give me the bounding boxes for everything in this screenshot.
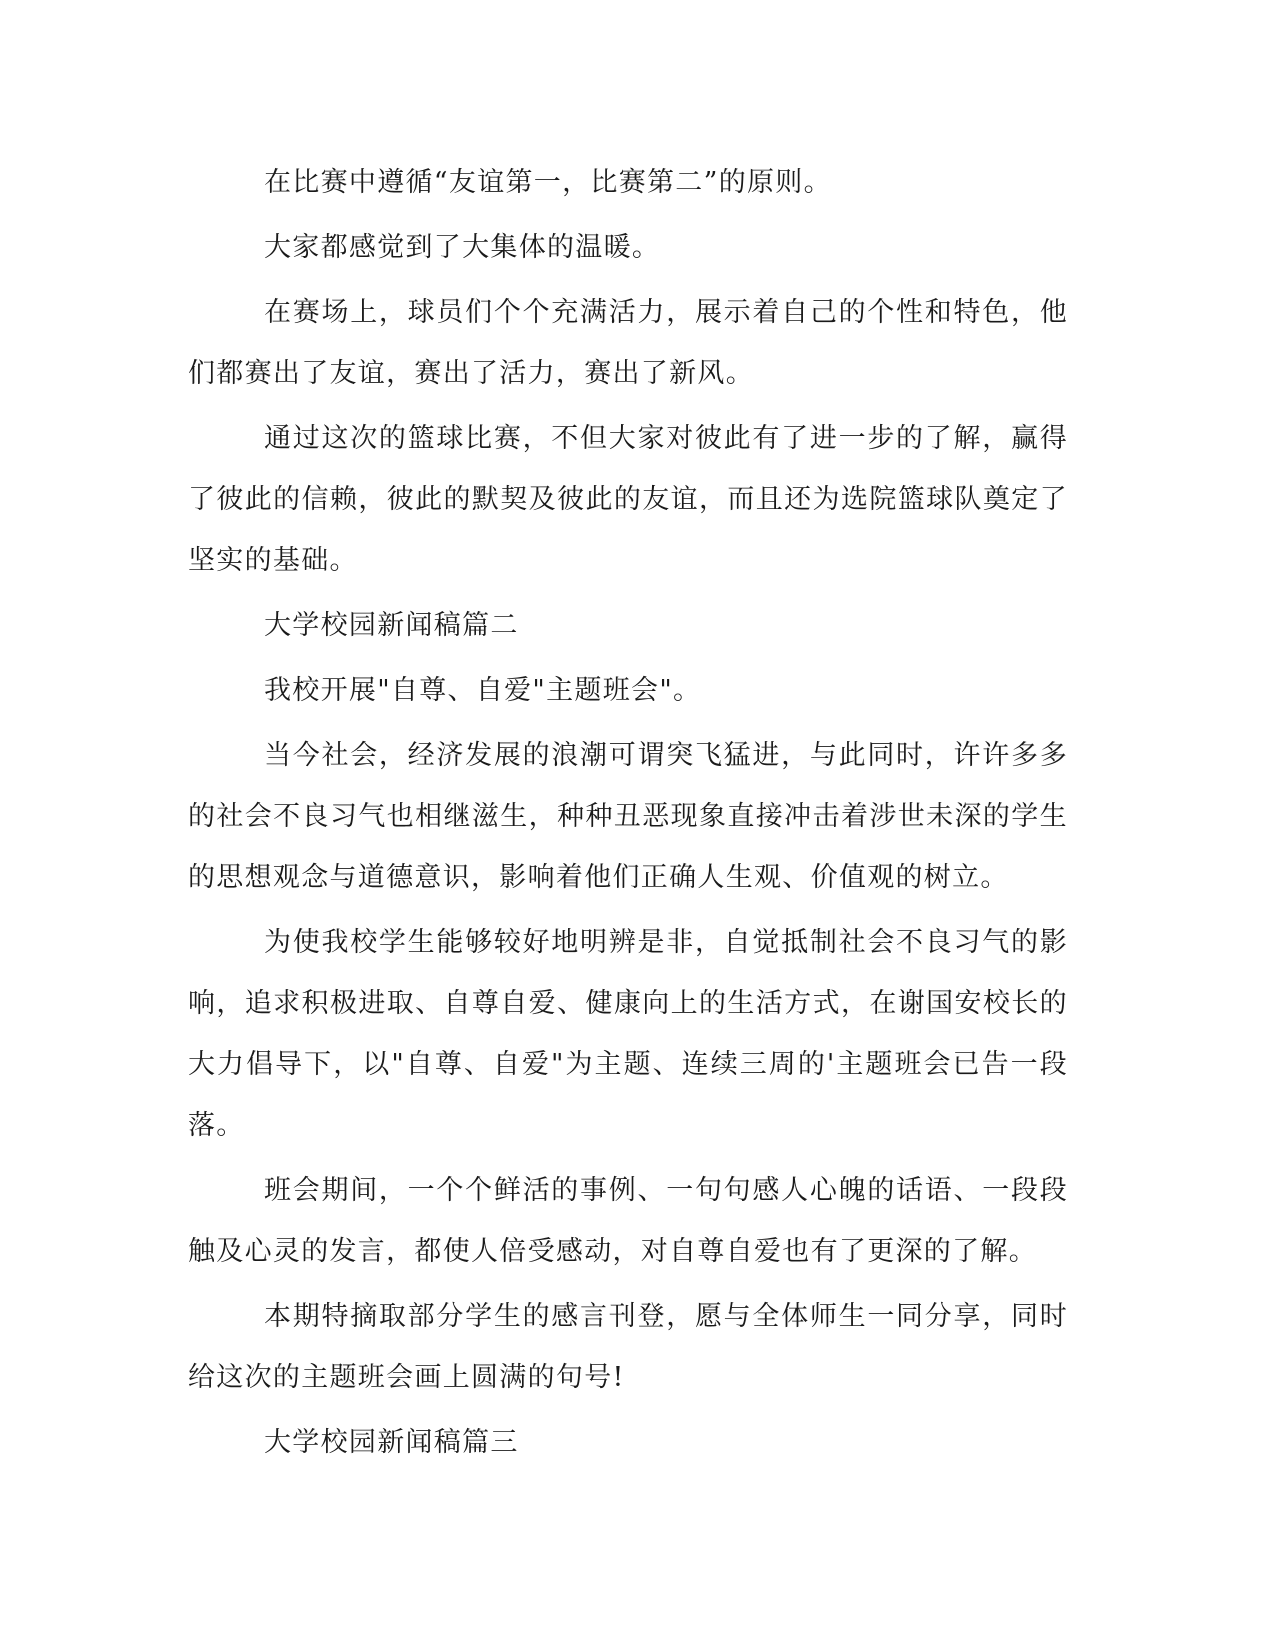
paragraph: 为使我校学生能够较好地明辨是非，自觉抵制社会不良习气的影响，追求积极进取、自尊自爱、健康向上的生活方式，在谢国安校长的大力倡导下，以"自尊、自爱"为主题、连续三周的'主题班会已告一段落。: [188, 927, 1068, 1141]
section-heading: 大学校园新闻稿篇三: [264, 1427, 519, 1458]
paragraph: 通过这次的篮球比赛，不但大家对彼此有了进一步的了解，赢得了彼此的信赖，彼此的默契及彼此的友谊，而且还为选院篮球队奠定了坚实的基础。: [188, 423, 1068, 576]
paragraph: 当今社会，经济发展的浪潮可谓突飞猛进，与此同时，许许多多的社会不良习气也相继滋生，种种丑恶现象直接冲击着涉世未深的学生的思想观念与道德意识，影响着他们正确人生观、价值观的树立。: [188, 740, 1068, 893]
document-body: [188, 152, 1068, 1477]
paragraph: 大家都感觉到了大集体的温暖。: [264, 232, 661, 263]
paragraph: 在比赛中遵循“友谊第一，比赛第二”的原则。: [264, 167, 832, 198]
paragraph: 本期特摘取部分学生的感言刊登，愿与全体师生一同分享，同时给这次的主题班会画上圆满的句号!: [188, 1301, 1068, 1393]
paragraph: 在赛场上，球员们个个充满活力，展示着自己的个性和特色，他们都赛出了友谊，赛出了活力，赛出了新风。: [188, 297, 1068, 389]
section-heading: 大学校园新闻稿篇二: [264, 610, 519, 641]
paragraph: 班会期间，一个个鲜活的事例、一句句感人心魄的话语、一段段触及心灵的发言，都使人倍受感动，对自尊自爱也有了更深的了解。: [188, 1175, 1068, 1267]
paragraph: 我校开展"自尊、自爱"主题班会"。: [264, 675, 702, 706]
